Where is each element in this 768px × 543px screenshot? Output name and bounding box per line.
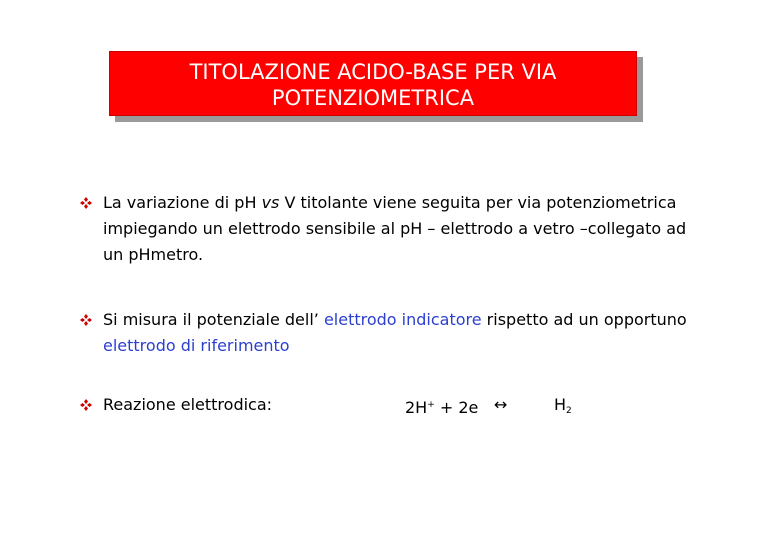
- bullet-text-1: [103, 190, 693, 268]
- title-line-2: POTENZIOMETRICA: [271, 86, 475, 110]
- highlight-elettrodo-indicatore: elettrodo indicatore: [323, 310, 482, 329]
- diamond-quad-icon: [80, 197, 92, 209]
- product-h: H: [554, 395, 567, 414]
- bullet-1-part1: La variazione di pH: [103, 193, 262, 212]
- product-subscript: 2: [566, 406, 572, 416]
- bullet-text-2: [103, 307, 693, 359]
- title-line-1: TITOLAZIONE ACIDO-BASE PER VIA: [189, 60, 557, 84]
- bullet-item-1: [80, 190, 693, 268]
- reactant-electrons: + 2e: [434, 398, 479, 417]
- highlight-elettrodo-riferimento: elettrodo di riferimento: [103, 336, 290, 355]
- bullet-2-part2: rispetto ad un opportuno: [481, 310, 687, 329]
- reactant-h: 2H: [405, 398, 428, 417]
- bullet-item-2: [80, 307, 693, 359]
- vs-text: vs: [261, 193, 280, 212]
- slide-title: [109, 51, 637, 116]
- reaction-reactants: [405, 392, 478, 421]
- diamond-quad-icon: [80, 314, 92, 326]
- reaction-label: Reazione elettrodica:: [103, 395, 273, 414]
- equilibrium-arrow-icon: ↔: [494, 395, 508, 414]
- bullet-2-part1: Si misura il potenziale dell’: [103, 310, 324, 329]
- reaction-product: [554, 392, 572, 424]
- reactant-charge: +: [427, 400, 435, 410]
- diamond-quad-icon: [80, 399, 92, 411]
- bullet-1-part2: V titolante viene seguita per via potenziometrica impiegando un elettrodo sensibile al pH – elettrodo a vetro –collegato ad un pHmetro.: [103, 193, 687, 264]
